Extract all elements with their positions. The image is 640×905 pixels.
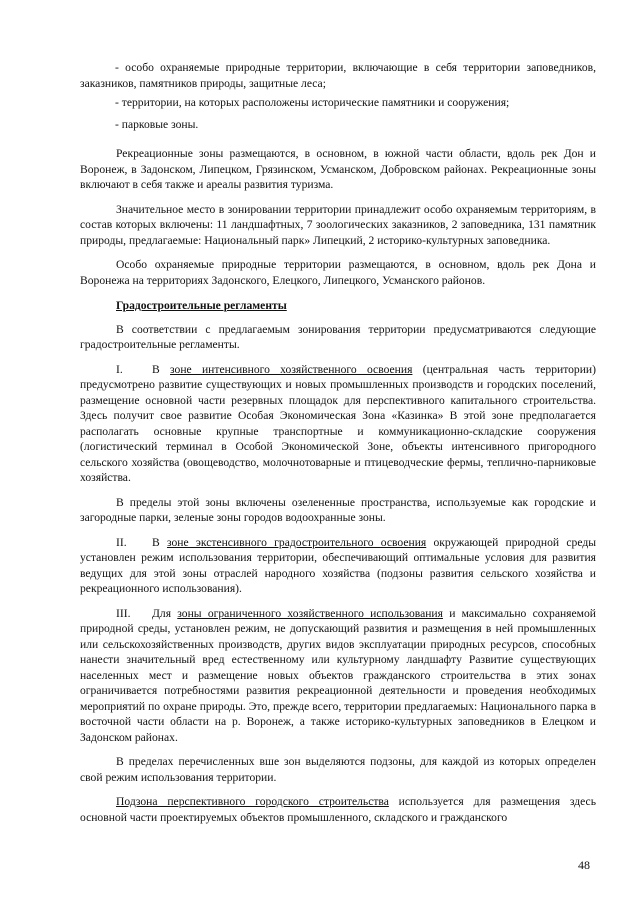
document-page (80, 60, 596, 834)
zone-1-paragraph: I. В зоне интенсивного хозяйственного освоения (центральная часть территории) предусмотрено развитие существующих и новых промышленных производств и городских поселений, размещение основной части резервных площадок для перспективного капитального строительства. Здесь получит свое развитие Особая Экономическая Зона «Казинка» В этой зоне предполагается располагать основные крупные транспортные и коммуникационно-складские сооружения (логистический терминал в Особой Экономической Зоне, объекты интенсивного пригородного сельского хозяйства (овощеводство, молочнотоварные и птицеводческие фермы, теплично-парниковые хозяйства. (80, 362, 596, 484)
paragraph-protected: Особо охраняемые природные территории размещаются, в основном, вдоль рек Дона и Воронежа на территориях Задонского, Елецкого, Липецкого, Усманского районов. (80, 258, 596, 287)
subzone-term: Подзона перспективного городского строительства (116, 795, 389, 808)
zone-3-paragraph: III. Для зоны ограниченного хозяйственного использования и максимально сохраняемой природной среды, установлен режим, не допускающий развития и размещения в ней промышленных или сельскохозяйственных производств, других видов эксплуатации природных ресурсов, способных нанести значительный вред естественному или культурному ландшафту Развитие существующих населенных мест и размещение новых объектов гражданского строительства в этих зонах ограничивается потребностями развития рекреационной деятельности и проведения необходимых мероприятий по охране природы. Это, прежде всего, территории предлагаемых: Национального парка в восточной части области на р. Воронеж, а также историко-культурных заповедников в Елецком и Задонском районах. (80, 606, 596, 744)
zone-1-term: зоне интенсивного хозяйственного освоения (170, 362, 413, 376)
list-item: - парковые зоны. (115, 117, 199, 131)
subzone-paragraph: Подзона перспективного городского строительства используется для размещения здесь основной части проектируемых объектов промышленного, складского и гражданского (80, 795, 596, 824)
section-heading: Градостроительные регламенты (116, 299, 287, 312)
paragraph-significant: Значительное место в зонировании территории принадлежит особо охраняемым территориям, в состав которых включены: 11 ландшафтных, 7 зоологических заказников, 2 заповедника, 131 памятник природы, предлагаемые: Национальный парк» Липецкий, 2 историко-культурных заповедника. (80, 202, 596, 247)
list-item: - территории, на которых расположены исторические памятники и сооружения; (115, 96, 510, 109)
zone-2-term: зоне экстенсивного градостроительного освоения (167, 535, 427, 549)
paragraph-zone1-green: В пределы этой зоны включены озелененные пространства, используемые как городские и загородные парки, зеленые зоны городов водоохранные зоны. (80, 495, 596, 524)
paragraph-subzones: В пределах перечисленных вше зон выделяются подзоны, для каждой из которых определен свой режим использования территории. (80, 755, 596, 784)
paragraph-recreation: Рекреационные зоны размещаются, в основном, в южной части области, вдоль рек Дон и Воронеж, в Задонском, Липецком, Грязинском, Усманском, Добровском районах. Рекреационные зоны включают в себя также и ареалы развития туризма. (80, 147, 596, 191)
zone-2-paragraph: II. В зоне экстенсивного градостроительного освоения окружающей природной среды установлен режим использования территории, обеспечивающий оптимальные условия для развития ведущих для этой зоны отраслей народного хозяйства (подзоны развития сельского хозяйства и рекреационного использования). (80, 535, 597, 595)
zone-3-term: зоны ограниченного хозяйственного использования (177, 606, 443, 620)
list-item: - особо охраняемые природные территории, включающие в себя территории заповедников, заказников, памятников природы, защитные леса; (80, 61, 596, 90)
page-number: 48 (578, 858, 590, 872)
paragraph-intro: В соответствии с предлагаемым зонирования территории предусматриваются следующие градостроительные регламенты. (80, 322, 596, 351)
